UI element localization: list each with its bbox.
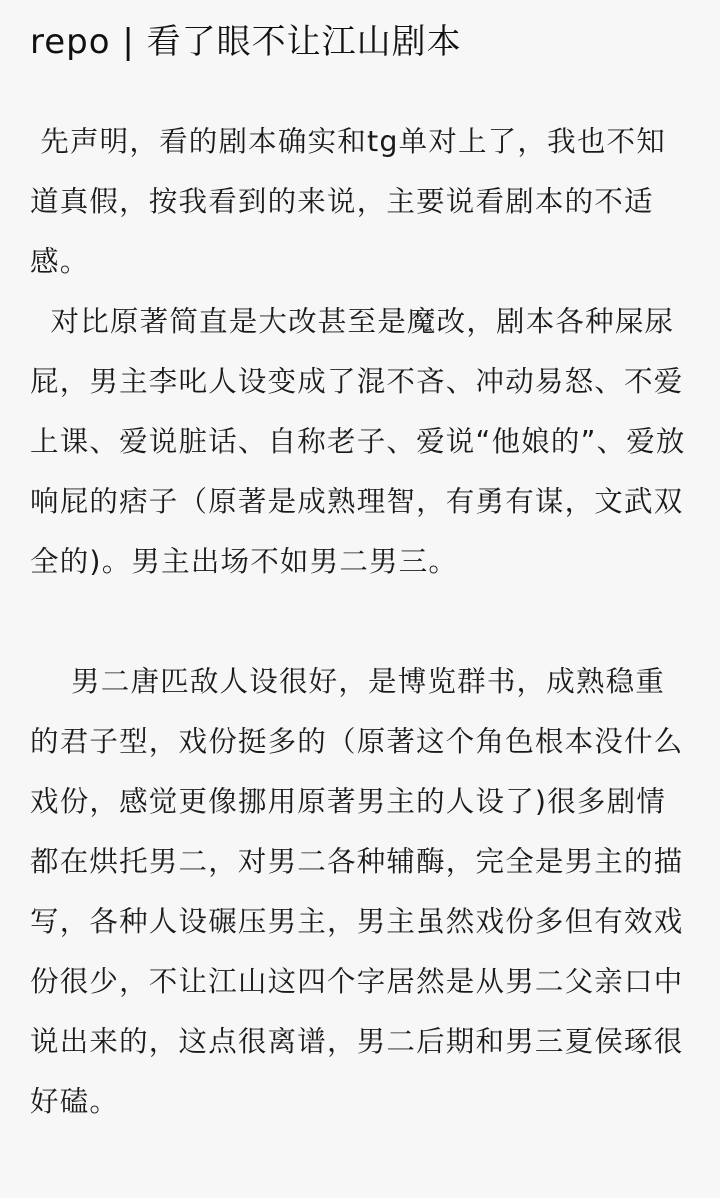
post-paragraph: 先声明，看的剧本确实和tg单对上了，我也不知道真假，按我看到的来说，主要说看剧本的不适感。 (30, 125, 666, 278)
paragraph-gap (30, 592, 688, 652)
post-paragraph: 男二唐匹敌人设很好，是博览群书，成熟稳重的君子型，戏份挺多的（原著这个角色根本没什么戏份，感觉更像挪用原著男主的人设了)很多剧情都在烘托男二，对男二各种辅酶，完全是男主的描写，各种人设碾压男主，男主虽然戏份多但有效戏份很少，不让江山这四个字居然是从男二父亲口中说出来的，这点很离谱，男二后期和男三夏侯琢很好磕。 (30, 665, 684, 1118)
post-body (30, 112, 688, 1132)
post-title: repo | 看了眼不让江山剧本 (30, 22, 462, 62)
post-paragraph: 对比原著简直是大改甚至是魔改，剧本各种屎尿屁，男主李叱人设变成了混不吝、冲动易怒、不爱上课、爱说脏话、自称老子、爱说“他娘的”、爱放响屁的痞子（原著是成熟理智，有勇有谋，文武双全的)。男主出场不如男二男三。 (30, 305, 686, 578)
